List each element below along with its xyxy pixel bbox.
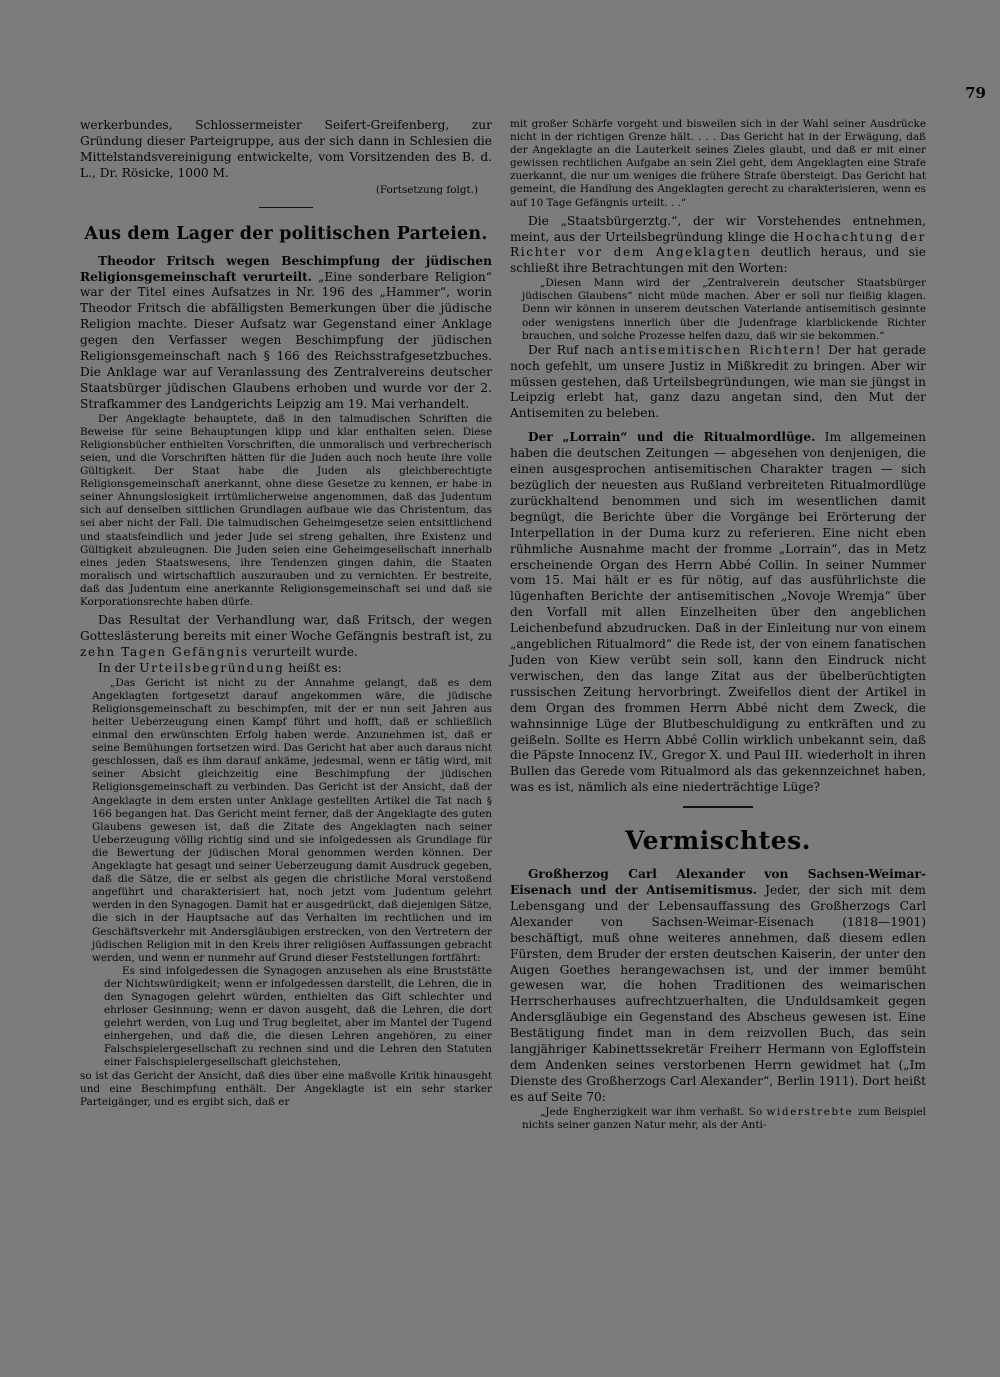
article-text: „Eine sonderbare Religion“ war der Titel eines Aufsatzes in Nr. 196 des „Hammer“, worin Theodor Fritsch die abfälligsten Bemerkungen über die jüdische Religion machte. Dieser Aufsatz war Gegenstand einer Anklage gegen den Verfasser wegen Beschimpfung der jüdischen Religionsgemeinschaft nach § 166 des Reichsstrafgesetzbuches. Die Anklage war auf Veranlassung des Zentralvereins deutscher Staatsbürger jüdischen Glaubens erhoben und wurde vor der 2. Strafkammer des Landgerichts Leipzig am 19. Mai verhandelt.: [80, 269, 493, 411]
article-lead: Der „Lorrain“ und die Ritualmordlüge.: [528, 430, 816, 445]
staatsbuerger-quote: „Diesen Mann wird der „Zentralverein deutscher Staatsbürger jüdischen Glaubens“ nicht müde machen. Aber er soll nur fleißig klagen. Denn wir können in unserem deutschen Vaterlande antisemitisch gesinnte oder wenigstens innerlich über die Judenfrage klarblickende Richter brauchen, und solche Prozesse helfen dazu, daß wir sie bekommen.“: [522, 277, 926, 342]
judges-text-end: Der hat gerade noch gefehlt, um unsere Justiz in Mißkredit zu bringen. Aber wir müssen gestehen, daß Urteilsbegründungen, wie man sie jüngst in Leipzig erlebt hat, ganz dazu angetan sind, den Mut der Antisemiten zu beleben.: [510, 342, 926, 421]
quote-text-end: zum Beispiel nichts seiner ganzen Natur mehr, als der Anti-: [522, 1105, 926, 1131]
judges-paragraph: [510, 343, 926, 423]
article-text: Jeder, der sich mit dem Lebensgang und der Lebensauffassung des Großherzogs Carl Alexander von Sachsen-Weimar-Eisenach (1818—1901) beschäftigt, muß ohne weiteres annehmen, daß diesem edlen Fürsten, dem Bruder der ersten deutschen Kaiserin, der unter den Augen Goethes herangewachsen ist, und der immer bemüht gewesen war, die hohen Traditionen des weimarischen Herrscherhauses aufrechtzuerhalten, die Unduldsamkeit gegen Andersgläubige ein Gegenstand des Abscheus gewesen ist. Eine Bestätigung findet man in dem reizvollen Buch, das sein langjähriger Kabinettssekretär Freiherr Hermann von Egloffstein dem Andenken seines verstorbenen Herrn gewidmet hat („Im Dienste des Großherzogs Carl Alexander“, Berlin 1911). Dort heißt es auf Seite 70:: [510, 883, 926, 1104]
staatsbuerger-text-end: deutlich heraus, und sie schließt ihre Betrachtungen mit den Worten:: [510, 245, 926, 276]
court-quote-continued: mit großer Schärfe vorgeht und bisweilen sich in der Wahl seiner Ausdrücke nicht in der richtigen Grenze hält. . . . Das Gericht hat in der Erwägung, daß der Angeklagte an die Lauterkeit seines Zieles glaubt, und daß er mit einer gewissen rechtlichen Aufgabe an sein Ziel geht, dem Angeklagten eine Strafe zuerkannt, die nur um weniges die frühere Strafe übersteigt. Das Gericht hat gemeint, die Handlung des Angeklagten gerecht zu charakterisieren, wenn es auf 10 Tage Gefängnis urteilt. . .“: [510, 118, 926, 209]
reasoning-text: In der: [98, 660, 140, 675]
section-divider: [259, 207, 313, 208]
reasoning-text-end: heißt es:: [284, 660, 342, 675]
left-column: [80, 118, 492, 1109]
right-column: [510, 118, 926, 1132]
quote-emphasis: widerstrebte: [766, 1105, 854, 1118]
staatsbuerger-text: Die „Staatsbürgerztg.“, der wir Vorstehendes entnehmen, meint, aus der Urteilsbegründung klinge die: [510, 213, 926, 244]
defendant-statement: Der Angeklagte behauptete, daß in den talmudischen Schriften die Beweise für seine Behauptungen klipp und klar enthalten seien. Diese Religionsbücher enthielten Vorschriften, die unmoralisch und verbrecherisch seien, und die Vorschriften hätten für die Juden auch noch heute ihre volle Gültigkeit. Der Staat habe die Juden als gleichberechtigte Religionsgemeinschaft anerkannt, ohne diese Gesetze zu kennen, er habe in seiner Ahnungslosigkeit irrtümlicherweise angenommen, daß das Judentum sich auf denselben sittlichen Grundlagen aufbaue wie das Christentum, das sei aber nicht der Fall. Die talmudischen Geheimgesetze seien entsittlichend und staatsfeindlich und jeder Jude sei streng gehalten, ihre Existenz und Gültigkeit abzuleugnen. Die Juden seien eine Geheimgesellschaft innerhalb eines jeden Staatswesens, ihre Tendenzen gingen dahin, die Staaten moralisch und wirtschaftlich auszurauben und zu vernichten. Er bestreite, daß das Judentum eine anerkannte Religionsgemeinschaft sei und daß sie Korporationsrechte haben dürfe.: [80, 412, 492, 608]
verdict-text: Das Resultat der Verhandlung war, daß Fritsch, der wegen Gotteslästerung bereits mit einer Woche Gefängnis bestraft ist, zu: [80, 613, 492, 643]
section-divider: [683, 806, 753, 808]
article-lorrain: [510, 430, 926, 796]
article-carl-alexander: [510, 867, 926, 1106]
continuation-note: (Fortsetzung folgt.): [375, 183, 478, 196]
article-continuation: werkerbundes, Schlossermeister Seifert-Greifenberg, zur Gründung dieser Parteigruppe, aus der sich dann in Schlesien die Mittelstandsvereinigung entwickelte, vom Vorsitzenden des B. d. L., Dr. Rösicke, 1000 M.: [80, 118, 492, 180]
verdict-text-end: verurteilt wurde.: [248, 644, 358, 659]
article-fritsch-intro: [80, 254, 492, 413]
article-text: Im allgemeinen haben die deutschen Zeitungen — abgesehen von denjenigen, die einen ausgesprochen antisemitischen Charakter tragen — sich bezüglich der neuesten aus Rußland verbreiteten Ritualmordlüge zurückhaltend benommen und sich im wesentlichen damit begnügt, die Berichte über die Vorgänge bei Erörterung der Interpellation in der Duma kurz zu referieren. Eine nicht eben rühmliche Ausnahme macht der fromme „Lorrain“, das in Metz erscheinende Organ des Herrn Abbé Collin. In seiner Nummer vom 15. Mai hält er es für nötig, auf das ausführlichste die lügenhaften Berichte der antisemitischen „Novoje Wremja“ über den Vorfall mit allen Einzelheiten über den angeblichen Leichenbefund abzudrucken. Daß in der Einleitung nur von einem „angeblichen Ritualmord“ die Rede ist, der von einem fanatischen Juden von Kiew verübt sein soll, kann den Eindruck nicht verwischen, den das lange Zitat aus der übelberüchtigten russischen Zeitung hervorbringt. Zweifellos dient der Artikel in dem Organ des frommen Herrn Abbé nicht dem Zweck, die wahnsinnige Lüge der Blutbeschuldigung zu entkräften und zu geißeln. Sollte es Herrn Abbé Collin wirklich unbekannt sein, daß die Päpste Innocenz IV., Gregor X. und Paul III. wiederholt in ihren Bullen das Gerede vom Ritualmord als das gekennzeichnet haben, was es ist, nämlich als eine niederträchtige Lüge?: [510, 430, 926, 795]
quote-text: „Jede Engherzigkeit war ihm verhaßt. So: [540, 1105, 767, 1118]
court-quote-conclusion: so ist das Gericht der Ansicht, daß dies über eine maßvolle Kritik hinausgeht und eine Beschimpfung enthält. Der Angeklagte ist ein sehr starker Parteigänger, und es ergibt sich, daß er: [80, 1069, 492, 1108]
judges-text: Der Ruf nach: [528, 342, 621, 357]
verdict-sentence: zehn Tagen Gefängnis: [80, 644, 249, 659]
court-quote-inner: Es sind infolgedessen die Synagogen anzusehen als eine Bruststätte der Nichtswürdigkeit; wenn er infolgedessen darstellt, die Lehren, die in den Synagogen gelehrt würden, enthielten das Gift schlechter und ehrloser Gesinnung; wenn er davon ausgeht, daß die Lehren, die dort gelehrt werden, von Lug und Trug begleitet, aber im Mantel der Tugend einhergehen, und daß die, die diesen Lehren angehören, zu einer Falschspielergesellschaft zu rechnen sind und die Lehren den Statuten einer Falschspielergesellschaft gleichstehen,: [104, 964, 492, 1069]
judges-emphasis: antisemitischen Richtern!: [620, 342, 823, 357]
reasoning-intro: [80, 661, 492, 677]
reasoning-term: Urteilsbegründung: [139, 660, 285, 675]
court-quote: „Das Gericht ist nicht zu der Annahme gelangt, daß es dem Angeklagten fortgesetzt darauf angekommen wäre, die jüdische Religionsgemeinschaft zu beschimpfen, mit der er nun seit Jahren aus heiter Ueberzeugung einen Kampf führt und hofft, daß er schließlich einmal den erwünschten Erfolg haben werde. Anzunehmen ist, daß er seine Bemühungen fortsetzen wird. Das Gericht hat aber auch daraus nicht geschlossen, daß es ihm darauf ankäme, jedesmal, wenn er tätig wird, mit seiner Absicht gleichzeitig eine Beschimpfung der jüdischen Religionsgemeinschaft zu verbinden. Das Gericht ist der Ansicht, daß der Angeklagte in dem ersten unter Anklage gestellten Artikel die Tat nach § 166 begangen hat. Das Gericht meint ferner, daß der Angeklagte des guten Glaubens gewesen ist, daß die Zitate des Angeklagten nach seiner Ueberzeugung völlig richtig sind und sie infolgedessen als Grundlage für die Bewertung der jüdischen Moral genommen werden können. Der Angeklagte hat gesagt und seiner Ueberzeugung damit Ausdruck gegeben, daß die Sätze, die er selbst als gegen die christliche Moral verstoßend angeführt und charakterisiert hat, noch jetzt vom Judentum gelehrt werden in den Synagogen. Damit hat er ausgedrückt, daß diejenigen Sätze, die sich in der Hauptsache auf das Verhalten im rechtlichen und im Geschäftsverkehr mit Andersgläubigen erstrecken, von den Vertretern der jüdischen Religion mit in den Kreis ihrer religiösen Auffassungen gebracht werden, und wenn er nunmehr auf Grund dieser Feststellungen fortfährt:: [92, 676, 492, 964]
article-lead: Theodor Fritsch wegen Beschimpfung der jüdischen Religionsgemeinschaft verurteilt.: [80, 253, 492, 284]
egloffstein-quote: [510, 1106, 926, 1132]
article-lead: Großherzog Carl Alexander von Sachsen-Weimar-Eisenach und der Antisemitismus.: [510, 867, 926, 898]
page-number: 79: [965, 84, 986, 102]
section-headline-politics: Aus dem Lager der politischen Parteien.: [84, 223, 488, 244]
section-headline-misc: Vermischtes.: [625, 826, 811, 856]
staatsbuerger-paragraph: [510, 214, 926, 278]
verdict-paragraph: [80, 613, 492, 661]
staatsbuerger-emphasis: Hochachtung der Richter vor dem Angeklagten: [510, 229, 926, 260]
